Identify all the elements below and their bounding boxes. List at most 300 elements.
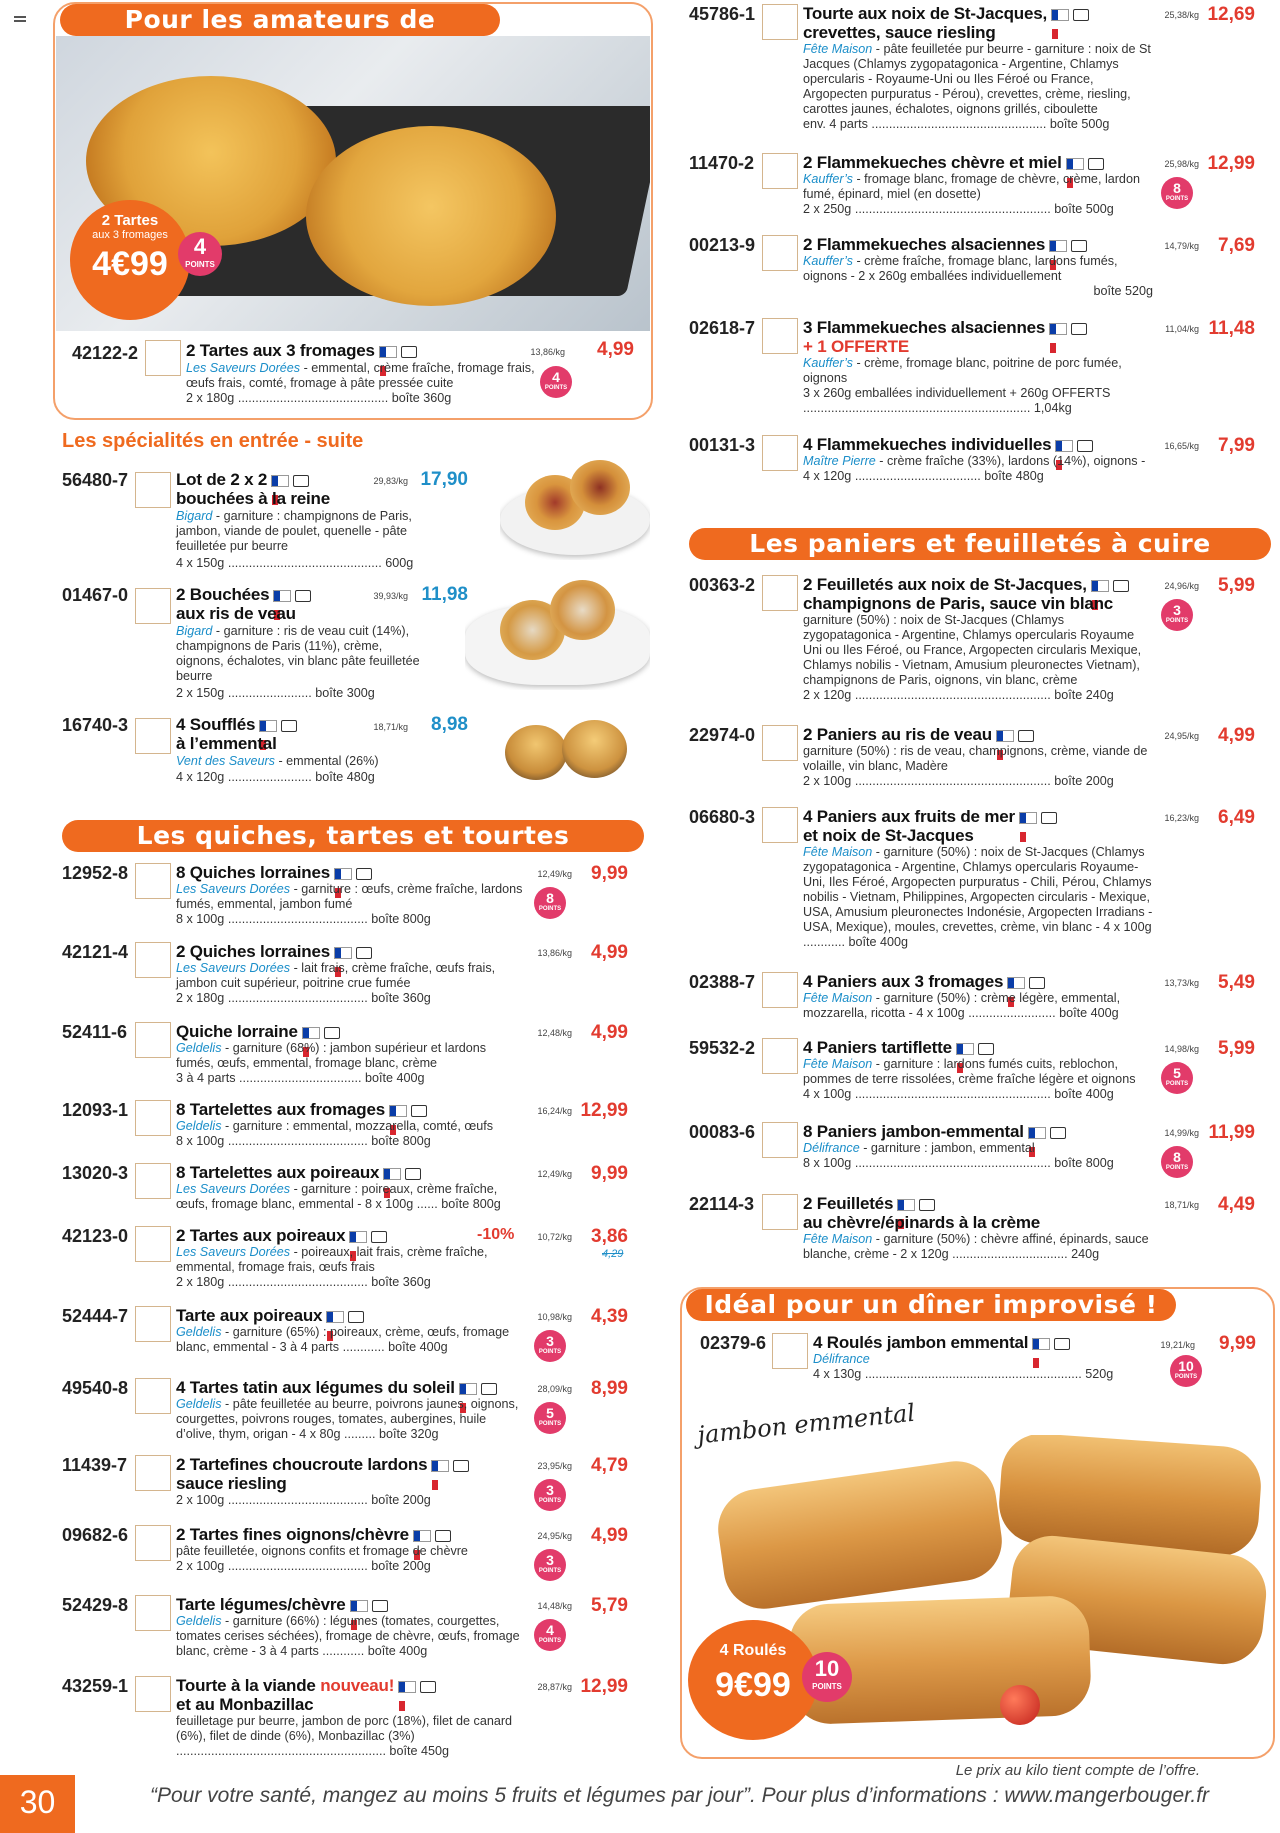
product-name	[176, 1022, 556, 1041]
product-desc-text: - garniture : poireaux, crème fraîche, œufs, fromage blanc, emmental - 8 x 100g ...... boîte 800g	[176, 1182, 501, 1211]
frozen-icon	[372, 1600, 388, 1612]
product-desc-text: garniture (50%) : noix de St-Jacques (Chlamys zygopatagonica - Argentine, Chlamys opercularis Royaume Uni ou Iles Féroé, ou France, Argopecten circularis Mexique, Chlamys nobilis - Vietnam, Amusium pleuronectes Vietnam), champignons de Paris, oignons, vin blanc, crème	[803, 613, 1142, 687]
product-name-text: 2 Feuilletés	[803, 1194, 894, 1213]
product-name-text: Tarte légumes/chèvre	[176, 1595, 346, 1614]
price-per-kg: 13,73/kg	[1164, 978, 1199, 988]
order-checkbox[interactable]	[135, 863, 171, 899]
price: 9,99	[591, 863, 628, 884]
product-qty: 4 x 150g ............................................ 600g	[176, 556, 414, 570]
brand-name: Kauffer’s	[803, 356, 853, 370]
product-desc-text: - garniture (68%) : jambon supérieur et lardons fumés, œufs, emmental, fromage blanc, crème	[176, 1041, 487, 1070]
frozen-icon	[1088, 158, 1104, 170]
frozen-icon	[1077, 440, 1093, 452]
product-desc-text: - garniture : œufs, crème fraîche, lardons fumés, emmental, jambon fumé	[176, 882, 523, 911]
product-desc	[803, 1057, 1153, 1087]
price: 4,99	[591, 942, 628, 963]
product-qty: 2 x 100g ........................................ boîte 200g	[176, 1493, 431, 1507]
points-badge	[534, 1549, 566, 1581]
frozen-icon	[1054, 1338, 1070, 1350]
frozen-icon	[371, 1231, 387, 1243]
roules-promo-points-n: 10	[814, 1656, 840, 1681]
product-desc-text: - emmental (26%)	[274, 754, 379, 768]
frozen-icon	[1029, 977, 1045, 989]
product-ref: 02379-6	[700, 1333, 767, 1353]
product-qty: 2 x 100g ........................................ boîte 200g	[176, 1559, 431, 1573]
points-badge	[1161, 1062, 1193, 1094]
price-per-kg: 25,38/kg	[1164, 10, 1199, 20]
price: 5,49	[1218, 972, 1255, 993]
product-ref: 02388-7	[689, 972, 756, 992]
price: 11,99	[1208, 1122, 1255, 1143]
frozen-icon	[1041, 812, 1057, 824]
product-desc-text: - pâte feuilletée pur beurre - garniture : noix de St Jacques (Chlamys zygopatagonica - Argentine, Chlamys opercularis - Royaume-Uni ou Iles Féroé ou France, Argopecten purpuratus - Pérou), crevettes, crème, riesling, carottes jaunes, échalotes, oignons grillés, ciboulette	[803, 42, 1151, 116]
frozen-icon	[481, 1383, 497, 1395]
points-badge	[1161, 599, 1193, 631]
price-per-kg: 14,99/kg	[1164, 1128, 1199, 1138]
points-badge	[1161, 177, 1193, 209]
points-label: POINTS	[538, 1568, 562, 1574]
brand-name: Bigard	[176, 509, 213, 523]
brand-name: Geldelis	[176, 1041, 222, 1055]
roules-promo-price: 9€99	[715, 1666, 791, 1704]
vol-au-vent	[550, 580, 615, 640]
souffle	[505, 725, 567, 780]
price: 5,99	[1218, 1038, 1255, 1059]
points-badge	[1170, 1355, 1202, 1387]
brand-name: Geldelis	[176, 1119, 222, 1133]
price-per-kg: 24,95/kg	[1164, 731, 1199, 741]
product-name-text: 8 Quiches lorraines	[176, 863, 330, 882]
discount-label: -10%	[477, 1226, 515, 1243]
product-ref: 00083-6	[689, 1122, 756, 1142]
fromage-promo-points-n: 4	[193, 234, 207, 259]
product-ref: 06680-3	[689, 807, 756, 827]
price: 4,99	[1218, 725, 1255, 746]
order-checkbox[interactable]	[762, 972, 798, 1008]
product-name-text: 3 Flammekueches alsaciennes	[803, 318, 1046, 337]
order-checkbox[interactable]	[762, 807, 798, 843]
product-name	[803, 1038, 1183, 1057]
france-flag-icon	[1028, 1127, 1046, 1139]
brand-name: Fête Maison	[803, 1232, 873, 1246]
product-name-text: 4 Roulés jambon emmental	[813, 1333, 1029, 1352]
product-desc	[176, 1544, 526, 1559]
france-flag-icon	[1019, 812, 1037, 824]
handwritten-label: jambon emmental	[696, 1398, 917, 1450]
product-name	[176, 715, 436, 753]
product-ref: 49540-8	[62, 1378, 129, 1398]
points-value: 3	[546, 1552, 554, 1568]
order-checkbox[interactable]	[135, 1676, 171, 1712]
points-label: POINTS	[538, 1349, 562, 1355]
price: 11,98	[421, 584, 468, 605]
points-label: POINTS	[1174, 1374, 1198, 1380]
tart-right	[306, 126, 556, 306]
france-flag-icon	[302, 1027, 320, 1039]
product-desc	[803, 991, 1153, 1021]
product-ref: 42121-4	[62, 942, 129, 962]
product-qty: 2 x 150g ........................ boîte 300g	[176, 686, 375, 700]
brand-name: Les Saveurs Dorées	[176, 1182, 291, 1196]
product-name	[176, 1595, 556, 1614]
product-name	[176, 942, 556, 961]
price-per-kg: 24,95/kg	[537, 1531, 572, 1541]
product-desc	[176, 961, 526, 991]
price-per-kg: 12,48/kg	[537, 1028, 572, 1038]
fromage-box-title: Pour les amateurs de	[60, 4, 500, 36]
product-desc-text: - garniture : ris de veau cuit (14%), champignons de Paris (11%), crème, oignons, échalotes, vin blanc pâte feuilletée beurre	[176, 624, 420, 683]
price: 12,99	[580, 1100, 628, 1121]
product-name-line2: à l’emmental	[176, 734, 277, 753]
product-ref: 59532-2	[689, 1038, 756, 1058]
price-per-kg: 39,93/kg	[373, 591, 408, 601]
product-name-text: 2 Feuilletés aux noix de St-Jacques,	[803, 575, 1087, 594]
price-per-kg: 14,79/kg	[1164, 241, 1199, 251]
product-ref: 00213-9	[689, 235, 756, 255]
order-checkbox[interactable]	[135, 1100, 171, 1136]
quiches-title: Les quiches, tartes et tourtes	[62, 820, 644, 852]
product-ref: 12952-8	[62, 863, 129, 883]
page-marker	[14, 16, 26, 22]
product-name-text: 2 Tartes aux 3 fromages	[186, 341, 375, 360]
brand-name: Vent des Saveurs	[176, 754, 275, 768]
product-desc	[813, 1352, 1163, 1367]
france-flag-icon	[413, 1530, 431, 1542]
france-flag-icon	[349, 1231, 367, 1243]
paniers-title: Les paniers et feuilletés à cuire	[689, 528, 1271, 560]
product-desc	[176, 509, 426, 554]
frozen-icon	[356, 868, 372, 880]
product-desc	[186, 361, 541, 391]
france-flag-icon	[897, 1199, 915, 1211]
product-name-line2: bouchées à la reine	[176, 489, 330, 508]
product-name	[176, 1378, 556, 1397]
diner-box-title: Idéal pour un dîner improvisé !	[686, 1289, 1176, 1321]
souffles-image	[500, 715, 635, 785]
order-checkbox[interactable]	[135, 1455, 171, 1491]
price-per-kg: 10,72/kg	[537, 1232, 572, 1242]
product-name	[186, 341, 546, 360]
product-name-text: 4 Paniers tartiflette	[803, 1038, 952, 1057]
price-per-kg: 16,24/kg	[537, 1106, 572, 1116]
product-qty: 8 x 100g ........................................ boîte 800g	[176, 912, 431, 926]
frozen-icon	[919, 1199, 935, 1211]
price-per-kg: 13,86/kg	[537, 948, 572, 958]
order-checkbox[interactable]	[762, 235, 798, 271]
fromage-promo-count: 2 Tartes	[101, 212, 159, 229]
product-ref: 00131-3	[689, 435, 756, 455]
price-per-kg: 25,98/kg	[1164, 159, 1199, 169]
order-checkbox[interactable]	[762, 1038, 798, 1074]
product-ref: 01467-0	[62, 585, 129, 605]
france-flag-icon	[1049, 240, 1067, 252]
points-label: POINTS	[538, 1498, 562, 1504]
price-per-kg: 16,65/kg	[1164, 441, 1199, 451]
product-name	[176, 1455, 556, 1493]
order-checkbox[interactable]	[135, 1306, 171, 1342]
roules-promo-count: 4 Roulés	[719, 1642, 787, 1659]
product-desc	[176, 1614, 526, 1659]
product-name-text: Tarte aux poireaux	[176, 1306, 323, 1325]
brand-name: Kauffer’s	[803, 254, 853, 268]
brand-name: Fête Maison	[803, 1057, 873, 1071]
france-flag-icon	[1066, 158, 1084, 170]
product-name-text: Quiche lorraine	[176, 1022, 298, 1041]
points-badge	[534, 887, 566, 919]
product-desc-text: - garniture : emmental, mozzarella, comté, œufs	[221, 1119, 494, 1133]
france-flag-icon	[1055, 440, 1073, 452]
price-per-kg: 13,86/kg	[530, 347, 565, 357]
brand-name: Délifrance	[813, 1352, 870, 1366]
price: 5,79	[591, 1595, 628, 1616]
points-label: POINTS	[538, 906, 562, 912]
product-desc-text: - crème, fromage blanc, poitrine de porc fumée, oignons	[803, 356, 1122, 385]
points-badge	[534, 1619, 566, 1651]
price-per-kg: 19,21/kg	[1160, 1340, 1195, 1350]
product-desc	[803, 744, 1153, 774]
france-flag-icon	[431, 1460, 449, 1472]
frozen-icon	[295, 590, 311, 602]
brand-name: Les Saveurs Dorées	[186, 361, 301, 375]
product-name	[176, 1306, 556, 1325]
product-desc-text: - garniture (50%) : chèvre affiné, épinards, sauce blanche, crème - 2 x 120g ................................. 240g	[803, 1232, 1149, 1261]
product-name	[803, 4, 1183, 42]
product-desc-text: - garniture : champignons de Paris, jambon, viande de poulet, quenelle - pâte feuilletée pur beurre	[176, 509, 412, 553]
brand-name: Les Saveurs Dorées	[176, 882, 291, 896]
product-desc	[176, 1119, 526, 1134]
france-flag-icon	[996, 730, 1014, 742]
product-qty: boîte 520g	[1093, 284, 1153, 298]
product-qty: 2 x 180g ........................................... boîte 360g	[186, 391, 452, 405]
price: 17,90	[420, 469, 468, 490]
product-qty: 3 x 260g emballées individuellement + 260g OFFERTS	[803, 386, 1111, 400]
price: 4,39	[591, 1306, 628, 1327]
price: 8,99	[591, 1378, 628, 1399]
new-label: nouveau!	[320, 1676, 395, 1695]
product-name	[803, 725, 1183, 744]
france-flag-icon	[326, 1311, 344, 1323]
product-desc	[176, 624, 426, 684]
product-name	[176, 863, 556, 882]
price-per-kg: 12,49/kg	[537, 1169, 572, 1179]
price-per-kg: 23,95/kg	[537, 1461, 572, 1471]
order-checkbox[interactable]	[135, 1525, 171, 1561]
bouchees-ris-image	[465, 575, 650, 690]
order-checkbox[interactable]	[762, 4, 798, 40]
product-name	[803, 435, 1183, 454]
page-number: 30	[19, 1784, 56, 1820]
product-name	[176, 1676, 556, 1714]
product-ref: 22114-3	[689, 1194, 755, 1214]
product-qty: 2 x 180g ........................................ boîte 360g	[176, 1275, 431, 1289]
frozen-icon	[1073, 9, 1089, 21]
france-flag-icon	[350, 1600, 368, 1612]
order-checkbox[interactable]	[762, 1122, 798, 1158]
order-checkbox[interactable]	[135, 1595, 171, 1631]
product-desc	[803, 172, 1153, 202]
roule	[713, 1456, 1007, 1614]
product-ref: 52444-7	[62, 1306, 129, 1326]
order-checkbox[interactable]	[135, 1022, 171, 1058]
product-ref: 11439-7	[62, 1455, 128, 1475]
france-flag-icon	[271, 475, 289, 487]
product-desc-text: - lait frais, crème fraîche, œufs frais, jambon cuit supérieur, poitrine crue fumée	[176, 961, 496, 990]
order-checkbox[interactable]	[135, 1226, 171, 1262]
product-name-text: 2 Flammekueches chèvre et miel	[803, 153, 1062, 172]
product-ref: 52411-6	[62, 1022, 128, 1042]
order-checkbox[interactable]	[762, 725, 798, 761]
price-per-kg: 12,49/kg	[537, 869, 572, 879]
france-flag-icon	[1007, 977, 1025, 989]
frozen-icon	[1018, 730, 1034, 742]
order-checkbox[interactable]	[772, 1333, 808, 1369]
product-name-text: Tourte à la viande	[176, 1676, 316, 1695]
points-value: 5	[1173, 1065, 1181, 1081]
product-name-text: 8 Tartelettes aux poireaux	[176, 1163, 380, 1182]
points-label: POINTS	[1165, 196, 1189, 202]
product-name	[803, 235, 1183, 254]
product-qty-total: ................................................................. 1,04kg	[803, 401, 1072, 415]
product-name	[803, 575, 1183, 613]
price-per-kg: 14,48/kg	[537, 1601, 572, 1611]
points-badge	[1161, 1146, 1193, 1178]
product-qty: 2 x 100g ........................................................ boîte 200g	[803, 774, 1114, 788]
points-value: 3	[1173, 602, 1181, 618]
france-flag-icon	[259, 720, 277, 732]
price: 8,98	[431, 714, 468, 735]
brand-name: Geldelis	[176, 1614, 222, 1628]
roules-promo-points	[802, 1652, 852, 1702]
product-desc-text: - pâte feuilletée au beurre, poivrons jaunes, oignons, courgettes, poivrons rouges, tomates, aubergines, huile d’olive, thym, origan - 4 x 80g ......... boîte 320g	[176, 1397, 519, 1441]
frozen-icon	[435, 1530, 451, 1542]
price: 7,99	[1218, 435, 1255, 456]
price: 4,49	[1218, 1194, 1255, 1215]
product-name-text: Tourte aux noix de St-Jacques,	[803, 4, 1048, 23]
product-name-line2: + 1 OFFERTE	[803, 337, 909, 356]
product-name	[803, 807, 1183, 845]
product-desc-text: - poireaux, lait frais, crème fraîche, emmental, fromage frais, œufs frais	[176, 1245, 488, 1274]
product-ref: 22974-0	[689, 725, 756, 745]
price-per-kg: 16,23/kg	[1164, 813, 1199, 823]
brand-name: Fête Maison	[803, 42, 873, 56]
price: 4,79	[591, 1455, 628, 1476]
frozen-icon	[324, 1027, 340, 1039]
old-price: 4,29	[602, 1248, 624, 1260]
france-flag-icon	[334, 947, 352, 959]
frozen-icon	[453, 1460, 469, 1472]
points-label: POINTS	[538, 1421, 562, 1427]
product-name-text: Lot de 2 x 2	[176, 470, 268, 489]
product-name-line2: crevettes, sauce riesling	[803, 23, 996, 42]
product-qty: ............................................................ boîte 450g	[176, 1744, 449, 1758]
points-value: 8	[546, 890, 554, 906]
order-checkbox[interactable]	[135, 942, 171, 978]
product-qty: 2 x 120g ........................................................ boîte 240g	[803, 688, 1114, 702]
product-name-line2: sauce riesling	[176, 1474, 287, 1493]
brand-name: Délifrance	[803, 1141, 860, 1155]
order-checkbox[interactable]	[762, 435, 798, 471]
product-desc	[176, 1041, 526, 1071]
product-name	[803, 1122, 1183, 1141]
france-flag-icon	[1049, 323, 1067, 335]
france-flag-icon	[1032, 1338, 1050, 1350]
product-desc-text: - garniture (66%) : légumes (tomates, courgettes, tomates cerises séchées), fromage de chèvre, œufs, fromage blanc, crème - 3 à 4 parts ............ boîte 400g	[176, 1614, 520, 1658]
points-label: POINTS	[1165, 1165, 1189, 1171]
bouchees-reine-image	[500, 455, 650, 560]
france-flag-icon	[1091, 580, 1109, 592]
order-checkbox[interactable]	[135, 588, 171, 624]
france-flag-icon	[273, 590, 291, 602]
product-name-line2: aux ris de veau	[176, 604, 296, 623]
product-ref: 43259-1	[62, 1676, 129, 1696]
france-flag-icon	[334, 868, 352, 880]
product-desc	[176, 754, 426, 769]
product-desc-text: - garniture (50%) : noix de St-Jacques (Chlamys zygopatagonica - Argentine, Chlamys opercularis Royaume-Uni, Iles Féroé, Argopecten purpuratus - Chili, Pérou, Chlamys nobilis - Vietnam, Philippines, Argopecten circularis - Mexique, USA, Amusium pleuronectes Indonésie, Argopecten Irradians - USA, Mexique), moules, crevettes, crème, vin blanc - 4 x 100g ............ boîte 400g	[803, 845, 1153, 949]
product-desc-text: - fromage blanc, fromage de chèvre, crème, lardon fumé, épinard, miel (en dosette)	[803, 172, 1140, 201]
footer-slogan: “Pour votre santé, mangez au moins 5 fruits et légumes par jour”. Pour plus d’informations : www.mangerbouger.fr	[150, 1784, 1210, 1807]
product-ref: 52429-8	[62, 1595, 129, 1615]
product-desc	[803, 1232, 1153, 1262]
product-name	[176, 1100, 556, 1119]
points-label: POINTS	[538, 1638, 562, 1644]
points-badge	[540, 366, 572, 398]
cherry-tomato	[1000, 1685, 1040, 1725]
product-qty: 2 x 180g ........................................ boîte 360g	[176, 991, 431, 1005]
fromage-promo-price: 4€99	[92, 245, 168, 283]
brand-name: Kauffer’s	[803, 172, 853, 186]
product-name-text: 4 Flammekueches individuelles	[803, 435, 1052, 454]
order-checkbox[interactable]	[145, 340, 181, 376]
product-qty: 4 x 130g .............................................................. 520g	[813, 1367, 1114, 1381]
order-checkbox[interactable]	[135, 718, 171, 754]
points-badge	[534, 1402, 566, 1434]
price: 4,99	[591, 1022, 628, 1043]
price: 6,49	[1218, 807, 1255, 828]
order-checkbox[interactable]	[762, 1194, 798, 1230]
order-checkbox[interactable]	[762, 153, 798, 189]
order-checkbox[interactable]	[135, 1378, 171, 1414]
product-name-text: 2 Tartes aux poireaux	[176, 1226, 346, 1245]
product-desc	[803, 1141, 1153, 1156]
order-checkbox[interactable]	[762, 318, 798, 354]
price-per-kg: 18,71/kg	[373, 722, 408, 732]
product-desc	[803, 845, 1153, 950]
price: 11,48	[1208, 318, 1255, 339]
order-checkbox[interactable]	[135, 472, 171, 508]
product-ref: 42123-0	[62, 1226, 129, 1246]
souffle	[562, 720, 627, 778]
france-flag-icon	[379, 346, 397, 358]
product-name-line2: au chèvre/épinards à la crème	[803, 1213, 1041, 1232]
price-per-kg: 24,96/kg	[1164, 581, 1199, 591]
product-name-text: 2 Tartefines choucroute lardons	[176, 1455, 428, 1474]
product-desc-text: - garniture (65%) : poireaux, crème, œufs, fromage blanc, emmental - 3 à 4 parts ............ boîte 400g	[176, 1325, 510, 1354]
points-label: POINTS	[1165, 1081, 1189, 1087]
product-desc	[176, 1245, 526, 1275]
product-desc	[803, 613, 1153, 688]
points-label: POINTS	[544, 385, 568, 391]
product-qty: 3 à 4 parts ................................... boîte 400g	[176, 1071, 425, 1085]
product-desc-text: - garniture : lardons fumés cuits, reblochon, pommes de terre rissolées, crème fraîche légère et oignons	[803, 1057, 1136, 1086]
order-checkbox[interactable]	[135, 1163, 171, 1199]
order-checkbox[interactable]	[762, 575, 798, 611]
points-value: 10	[1178, 1358, 1194, 1374]
product-name	[803, 1194, 1183, 1232]
points-value: 4	[546, 1622, 554, 1638]
price: 9,99	[591, 1163, 628, 1184]
product-qty: env. 4 parts .................................................. boîte 500g	[803, 117, 1110, 131]
product-desc	[176, 1325, 526, 1355]
